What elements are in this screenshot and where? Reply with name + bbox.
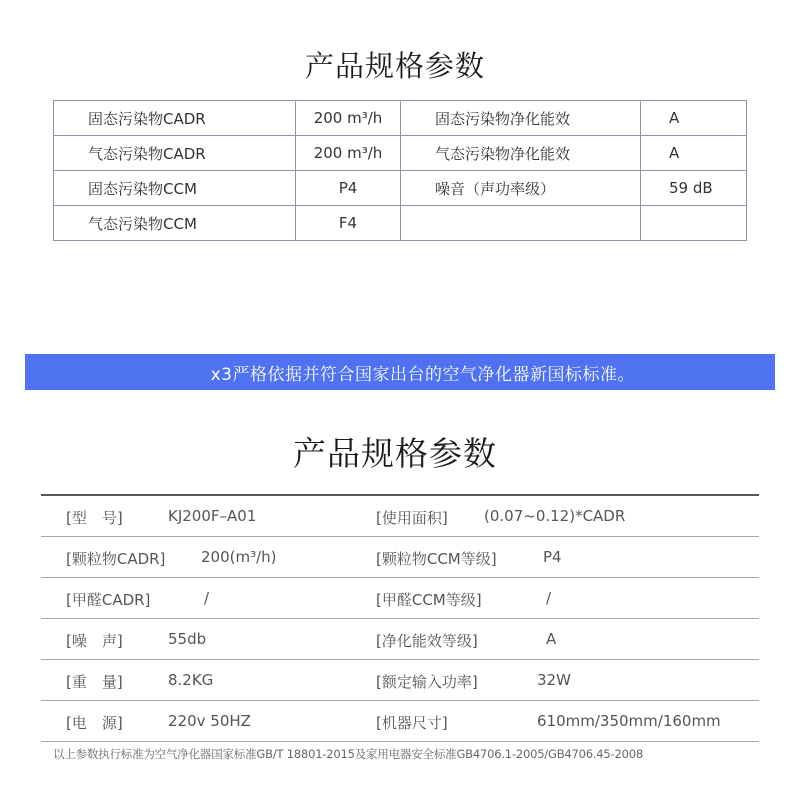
spec-label: 气态污染物CADR xyxy=(54,136,296,171)
spec-value: 8.2KG xyxy=(168,671,214,689)
spec-value: A xyxy=(641,136,747,171)
spec-label: [重 量] xyxy=(66,673,123,691)
spec-label: [颗粒物CADR] xyxy=(66,550,166,568)
spec-label-empty xyxy=(401,206,641,241)
list-item xyxy=(41,619,759,660)
spec-value: 610mm/350mm/160mm xyxy=(537,712,721,730)
spec-value: F4 xyxy=(296,206,401,241)
spec-value: P4 xyxy=(296,171,401,206)
standards-footnote: 以上参数执行标准为空气净化器国家标准GB/T 18801-2015及家用电器安全标准GB4706.1-2005/GB4706.45-2008 xyxy=(53,747,643,761)
spec-label: 气态污染物CCM xyxy=(54,206,296,241)
list-item xyxy=(41,660,759,701)
spec-value: 200 m³/h xyxy=(296,101,401,136)
list-item xyxy=(41,701,759,742)
spec-label: [额定输入功率] xyxy=(376,673,478,691)
spec-value: P4 xyxy=(543,548,562,566)
spec-label: 气态污染物净化能效 xyxy=(401,136,641,171)
spec-value: / xyxy=(204,589,210,607)
spec-value: 32W xyxy=(537,671,571,689)
spec-value: A xyxy=(546,630,557,648)
spec-value: 200(m³/h) xyxy=(201,548,277,566)
table-row xyxy=(54,136,747,171)
spec-label: [净化能效等级] xyxy=(376,632,478,650)
spec-value: 200 m³/h xyxy=(296,136,401,171)
spec-label: [机器尺寸] xyxy=(376,714,448,732)
spec-value-empty xyxy=(641,206,747,241)
standard-banner: x3严格依据并符合国家出台的空气净化器新国标标准。 xyxy=(25,354,775,390)
spec-value: A xyxy=(641,101,747,136)
spec-label: [型 号] xyxy=(66,509,123,527)
spec-label: [电 源] xyxy=(66,714,123,732)
table-row xyxy=(54,101,747,136)
spec-label: [颗粒物CCM等级] xyxy=(376,550,497,568)
spec-value: 55db xyxy=(168,630,207,648)
spec-label: [甲醛CADR] xyxy=(66,591,151,609)
spec-value: (0.07~0.12)*CADR xyxy=(484,507,626,525)
list-item xyxy=(41,578,759,619)
spec-label: [噪 声] xyxy=(66,632,123,650)
spec-value: 220v 50HZ xyxy=(168,712,251,730)
spec-value: 59 dB xyxy=(641,171,747,206)
spec-value: / xyxy=(546,589,552,607)
spec-label: 噪音（声功率级） xyxy=(401,171,641,206)
spec-label: 固态污染物CADR xyxy=(54,101,296,136)
spec-table-1 xyxy=(53,100,747,241)
spec-label: [使用面积] xyxy=(376,509,448,527)
spec-title-1: 产品规格参数 xyxy=(304,49,485,83)
spec-list-2 xyxy=(41,494,759,742)
spec-label: [甲醛CCM等级] xyxy=(376,591,482,609)
spec-title-2: 产品规格参数 xyxy=(293,434,497,473)
list-item xyxy=(41,496,759,537)
spec-label: 固态污染物CCM xyxy=(54,171,296,206)
table-row xyxy=(54,206,747,241)
list-item xyxy=(41,537,759,578)
spec-value: KJ200F–A01 xyxy=(168,507,257,525)
table-row xyxy=(54,171,747,206)
spec-label: 固态污染物净化能效 xyxy=(401,101,641,136)
